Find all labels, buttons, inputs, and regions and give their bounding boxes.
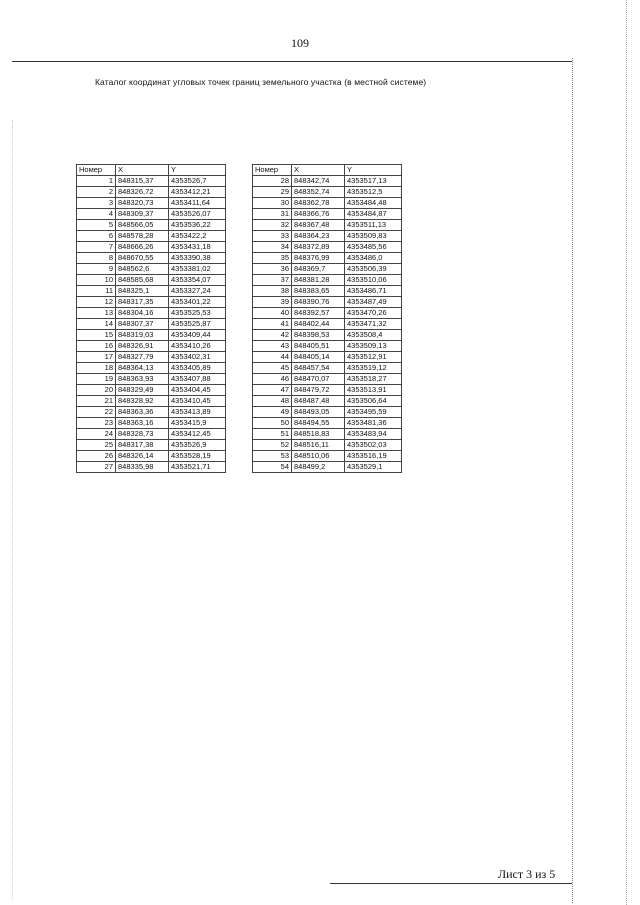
header-rule: [12, 61, 572, 62]
y-coordinate-cell: 4353510,06: [345, 275, 402, 286]
table-row: [253, 297, 402, 308]
header-y: Y: [345, 165, 402, 176]
point-number-cell: 49: [253, 407, 292, 418]
y-coordinate-cell: 4353526,9: [169, 440, 226, 451]
point-number-cell: 36: [253, 264, 292, 275]
table-row: [77, 209, 226, 220]
table-row: [253, 429, 402, 440]
table-row: [77, 374, 226, 385]
table-row: [253, 242, 402, 253]
table-row: [77, 396, 226, 407]
table-row: [77, 253, 226, 264]
coordinates-table-left: [76, 164, 226, 473]
page-edge-line: [626, 0, 627, 905]
y-coordinate-cell: 4353470,26: [345, 308, 402, 319]
header-number: Номер: [77, 165, 116, 176]
point-number-cell: 5: [77, 220, 116, 231]
x-coordinate-cell: 848317,38: [116, 440, 169, 451]
x-coordinate-cell: 848499,2: [292, 462, 345, 473]
y-coordinate-cell: 4353381,02: [169, 264, 226, 275]
x-coordinate-cell: 848516,11: [292, 440, 345, 451]
point-number-cell: 42: [253, 330, 292, 341]
table-row: [77, 308, 226, 319]
table-row: [253, 319, 402, 330]
y-coordinate-cell: 4353502,03: [345, 440, 402, 451]
point-number-cell: 43: [253, 341, 292, 352]
table-row: [253, 451, 402, 462]
table-row: [253, 198, 402, 209]
point-number-cell: 44: [253, 352, 292, 363]
y-coordinate-cell: 4353412,21: [169, 187, 226, 198]
y-coordinate-cell: 4353407,88: [169, 374, 226, 385]
table-row: [77, 198, 226, 209]
point-number-cell: 18: [77, 363, 116, 374]
point-number-cell: 11: [77, 286, 116, 297]
point-number-cell: 48: [253, 396, 292, 407]
x-coordinate-cell: 848309,37: [116, 209, 169, 220]
x-coordinate-cell: 848493,05: [292, 407, 345, 418]
x-coordinate-cell: 848369,7: [292, 264, 345, 275]
x-coordinate-cell: 848326,72: [116, 187, 169, 198]
y-coordinate-cell: 4353485,56: [345, 242, 402, 253]
x-coordinate-cell: 848307,37: [116, 319, 169, 330]
point-number-cell: 12: [77, 297, 116, 308]
x-coordinate-cell: 848363,36: [116, 407, 169, 418]
table-row: [77, 297, 226, 308]
table-row: [77, 429, 226, 440]
table-row: [77, 286, 226, 297]
x-coordinate-cell: 848666,26: [116, 242, 169, 253]
y-coordinate-cell: 4353410,26: [169, 341, 226, 352]
x-coordinate-cell: 848381,28: [292, 275, 345, 286]
point-number-cell: 24: [77, 429, 116, 440]
point-number-cell: 45: [253, 363, 292, 374]
x-coordinate-cell: 848366,76: [292, 209, 345, 220]
table-row: [253, 341, 402, 352]
header-number: Номер: [253, 165, 292, 176]
table-row: [77, 231, 226, 242]
y-coordinate-cell: 4353512,5: [345, 187, 402, 198]
table-row: [77, 176, 226, 187]
x-coordinate-cell: 848405,14: [292, 352, 345, 363]
x-coordinate-cell: 848470,07: [292, 374, 345, 385]
point-number-cell: 51: [253, 429, 292, 440]
y-coordinate-cell: 4353405,89: [169, 363, 226, 374]
x-coordinate-cell: 848327,79: [116, 352, 169, 363]
table-row: [77, 330, 226, 341]
point-number-cell: 46: [253, 374, 292, 385]
point-number-cell: 35: [253, 253, 292, 264]
y-coordinate-cell: 4353536,22: [169, 220, 226, 231]
point-number-cell: 10: [77, 275, 116, 286]
point-number-cell: 19: [77, 374, 116, 385]
table-header-row: [253, 165, 402, 176]
x-coordinate-cell: 848319,03: [116, 330, 169, 341]
point-number-cell: 54: [253, 462, 292, 473]
y-coordinate-cell: 4353486,0: [345, 253, 402, 264]
y-coordinate-cell: 4353484,48: [345, 198, 402, 209]
x-coordinate-cell: 848487,48: [292, 396, 345, 407]
x-coordinate-cell: 848362,78: [292, 198, 345, 209]
point-number-cell: 37: [253, 275, 292, 286]
y-coordinate-cell: 4353512,91: [345, 352, 402, 363]
y-coordinate-cell: 4353495,59: [345, 407, 402, 418]
point-number-cell: 22: [77, 407, 116, 418]
x-coordinate-cell: 848390,76: [292, 297, 345, 308]
x-coordinate-cell: 848363,16: [116, 418, 169, 429]
point-number-cell: 9: [77, 264, 116, 275]
x-coordinate-cell: 848363,93: [116, 374, 169, 385]
y-coordinate-cell: 4353415,9: [169, 418, 226, 429]
y-coordinate-cell: 4353511,13: [345, 220, 402, 231]
x-coordinate-cell: 848383,65: [292, 286, 345, 297]
x-coordinate-cell: 848304,16: [116, 308, 169, 319]
table-row: [77, 363, 226, 374]
table-row: [253, 385, 402, 396]
y-coordinate-cell: 4353486,71: [345, 286, 402, 297]
x-coordinate-cell: 848585,68: [116, 275, 169, 286]
coordinates-table-right: [252, 164, 402, 473]
x-coordinate-cell: 848479,72: [292, 385, 345, 396]
catalog-title: Каталог координат угловых точек границ земельного участка (в местной системе): [95, 77, 427, 87]
point-number-cell: 3: [77, 198, 116, 209]
table-row: [253, 374, 402, 385]
y-coordinate-cell: 4353413,89: [169, 407, 226, 418]
table-row: [253, 308, 402, 319]
point-number-cell: 31: [253, 209, 292, 220]
x-coordinate-cell: 848372,89: [292, 242, 345, 253]
x-coordinate-cell: 848328,73: [116, 429, 169, 440]
y-coordinate-cell: 4353528,19: [169, 451, 226, 462]
table-row: [77, 187, 226, 198]
table-row: [77, 341, 226, 352]
y-coordinate-cell: 4353402,31: [169, 352, 226, 363]
table-row: [77, 319, 226, 330]
x-coordinate-cell: 848364,13: [116, 363, 169, 374]
x-coordinate-cell: 848670,55: [116, 253, 169, 264]
scan-edge-dots: [12, 120, 13, 900]
point-number-cell: 27: [77, 462, 116, 473]
table-row: [253, 462, 402, 473]
x-coordinate-cell: 848398,53: [292, 330, 345, 341]
y-coordinate-cell: 4353354,07: [169, 275, 226, 286]
table-row: [253, 352, 402, 363]
x-coordinate-cell: 848494,55: [292, 418, 345, 429]
x-coordinate-cell: 848566,05: [116, 220, 169, 231]
table-row: [77, 451, 226, 462]
point-number-cell: 39: [253, 297, 292, 308]
point-number-cell: 52: [253, 440, 292, 451]
point-number-cell: 23: [77, 418, 116, 429]
y-coordinate-cell: 4353526,07: [169, 209, 226, 220]
x-coordinate-cell: 848342,74: [292, 176, 345, 187]
table-row: [253, 330, 402, 341]
table-row: [253, 440, 402, 451]
x-coordinate-cell: 848364,23: [292, 231, 345, 242]
y-coordinate-cell: 4353422,2: [169, 231, 226, 242]
table-row: [253, 396, 402, 407]
y-coordinate-cell: 4353529,1: [345, 462, 402, 473]
x-coordinate-cell: 848320,73: [116, 198, 169, 209]
x-coordinate-cell: 848315,37: [116, 176, 169, 187]
x-coordinate-cell: 848562,6: [116, 264, 169, 275]
y-coordinate-cell: 4353487,49: [345, 297, 402, 308]
x-coordinate-cell: 848328,92: [116, 396, 169, 407]
y-coordinate-cell: 4353390,38: [169, 253, 226, 264]
y-coordinate-cell: 4353513,91: [345, 385, 402, 396]
x-coordinate-cell: 848510,06: [292, 451, 345, 462]
table-row: [253, 275, 402, 286]
table-row: [253, 253, 402, 264]
y-coordinate-cell: 4353431,18: [169, 242, 226, 253]
y-coordinate-cell: 4353411,64: [169, 198, 226, 209]
x-coordinate-cell: 848392,57: [292, 308, 345, 319]
table-row: [77, 275, 226, 286]
point-number-cell: 26: [77, 451, 116, 462]
x-coordinate-cell: 848578,28: [116, 231, 169, 242]
point-number-cell: 30: [253, 198, 292, 209]
x-coordinate-cell: 848325,1: [116, 286, 169, 297]
x-coordinate-cell: 848367,48: [292, 220, 345, 231]
table-row: [77, 242, 226, 253]
point-number-cell: 14: [77, 319, 116, 330]
y-coordinate-cell: 4353471,32: [345, 319, 402, 330]
y-coordinate-cell: 4353327,24: [169, 286, 226, 297]
y-coordinate-cell: 4353521,71: [169, 462, 226, 473]
point-number-cell: 53: [253, 451, 292, 462]
y-coordinate-cell: 4353526,7: [169, 176, 226, 187]
table-row: [77, 418, 226, 429]
y-coordinate-cell: 4353410,45: [169, 396, 226, 407]
y-coordinate-cell: 4353404,45: [169, 385, 226, 396]
sheet-label: Лист 3 из 5: [498, 867, 556, 881]
table-row: [253, 286, 402, 297]
y-coordinate-cell: 4353412,45: [169, 429, 226, 440]
point-number-cell: 16: [77, 341, 116, 352]
table-header-row: [77, 165, 226, 176]
table-row: [253, 209, 402, 220]
point-number-cell: 13: [77, 308, 116, 319]
x-coordinate-cell: 848335,98: [116, 462, 169, 473]
point-number-cell: 21: [77, 396, 116, 407]
x-coordinate-cell: 848326,14: [116, 451, 169, 462]
point-number-cell: 29: [253, 187, 292, 198]
y-coordinate-cell: 4353484,87: [345, 209, 402, 220]
point-number-cell: 15: [77, 330, 116, 341]
page-number: 109: [291, 36, 309, 50]
y-coordinate-cell: 4353481,36: [345, 418, 402, 429]
table-row: [253, 187, 402, 198]
y-coordinate-cell: 4353516,19: [345, 451, 402, 462]
x-coordinate-cell: 848329,49: [116, 385, 169, 396]
table-row: [253, 407, 402, 418]
point-number-cell: 4: [77, 209, 116, 220]
point-number-cell: 38: [253, 286, 292, 297]
y-coordinate-cell: 4353508,4: [345, 330, 402, 341]
y-coordinate-cell: 4353409,44: [169, 330, 226, 341]
y-coordinate-cell: 4353509,83: [345, 231, 402, 242]
table-row: [77, 407, 226, 418]
point-number-cell: 17: [77, 352, 116, 363]
table-row: [253, 264, 402, 275]
x-coordinate-cell: 848518,83: [292, 429, 345, 440]
table-row: [77, 264, 226, 275]
point-number-cell: 34: [253, 242, 292, 253]
y-coordinate-cell: 4353518,27: [345, 374, 402, 385]
table-row: [77, 385, 226, 396]
point-number-cell: 41: [253, 319, 292, 330]
point-number-cell: 32: [253, 220, 292, 231]
point-number-cell: 20: [77, 385, 116, 396]
point-number-cell: 1: [77, 176, 116, 187]
table-row: [77, 352, 226, 363]
table-row: [253, 363, 402, 374]
table-row: [253, 176, 402, 187]
y-coordinate-cell: 4353525,53: [169, 308, 226, 319]
x-coordinate-cell: 848405,51: [292, 341, 345, 352]
point-number-cell: 28: [253, 176, 292, 187]
point-number-cell: 33: [253, 231, 292, 242]
y-coordinate-cell: 4353483,94: [345, 429, 402, 440]
point-number-cell: 47: [253, 385, 292, 396]
x-coordinate-cell: 848352,74: [292, 187, 345, 198]
point-number-cell: 8: [77, 253, 116, 264]
table-row: [253, 231, 402, 242]
table-row: [77, 462, 226, 473]
margin-rule: [572, 58, 573, 903]
x-coordinate-cell: 848457,54: [292, 363, 345, 374]
y-coordinate-cell: 4353519,12: [345, 363, 402, 374]
y-coordinate-cell: 4353506,64: [345, 396, 402, 407]
point-number-cell: 50: [253, 418, 292, 429]
x-coordinate-cell: 848317,35: [116, 297, 169, 308]
point-number-cell: 2: [77, 187, 116, 198]
y-coordinate-cell: 4353517,13: [345, 176, 402, 187]
point-number-cell: 6: [77, 231, 116, 242]
x-coordinate-cell: 848326,91: [116, 341, 169, 352]
x-coordinate-cell: 848402,44: [292, 319, 345, 330]
table-row: [77, 220, 226, 231]
point-number-cell: 40: [253, 308, 292, 319]
point-number-cell: 25: [77, 440, 116, 451]
table-row: [253, 220, 402, 231]
x-coordinate-cell: 848376,99: [292, 253, 345, 264]
header-y: Y: [169, 165, 226, 176]
y-coordinate-cell: 4353401,22: [169, 297, 226, 308]
header-x: X: [116, 165, 169, 176]
table-row: [253, 418, 402, 429]
table-row: [77, 440, 226, 451]
y-coordinate-cell: 4353525,87: [169, 319, 226, 330]
point-number-cell: 7: [77, 242, 116, 253]
y-coordinate-cell: 4353506,39: [345, 264, 402, 275]
footer-rule: [330, 883, 572, 884]
y-coordinate-cell: 4353509,13: [345, 341, 402, 352]
header-x: X: [292, 165, 345, 176]
